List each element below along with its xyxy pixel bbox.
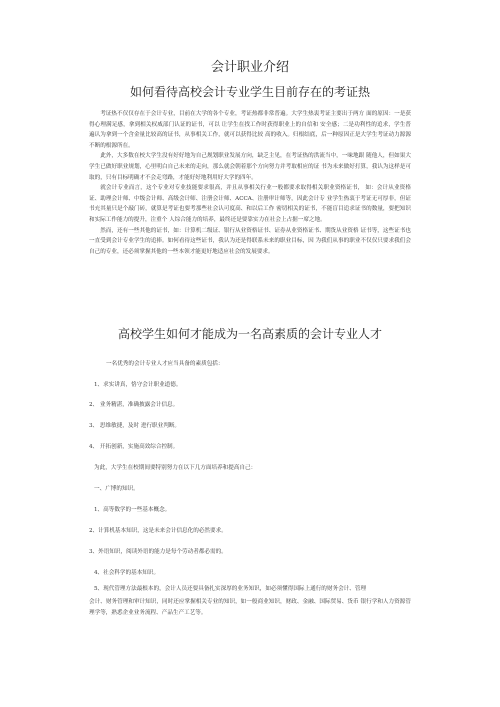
closing-paragraph: 会计、财务管理和审计知识，同时还应掌握相关专业的知识，如一般商业知识，财政、金融、国际贸易、货币 银行学和人力资源管理学等，熟悉企业业务流程、产品生产工艺等。 [89, 599, 411, 616]
paragraph: 然而，还有一些其他的证书，如：计算机二级证、银行从业资格证书、证券从业资格证书、期货从业资格 证书等，这些证书也一直受到会计专业学生的追捧。如何看待这些证书，我认为还是得联系未来的职业目标，因 为我们从事的职业不仅仅只要求我们会自己的专业，还必须掌握其他的一些本领才能更好地适应社会的发展要求。 [89, 227, 411, 255]
section-2-title: 高校学生如何才能成为一名高素质的会计专业人才 [117, 327, 382, 341]
document-title: 会计职业介绍 [210, 60, 289, 75]
area-item: 5、现代管理方法最根本的，会计人员还要具备扎实深厚的业务知识，如必须懂得国际上通行的财务会计、管理 [94, 586, 367, 592]
section-1-body [89, 109, 411, 257]
paragraph: 就会计专业而言，这个专业对专业技能要求很高，并且从事相关行业一般都要求取得相关职业资格证书， 如：会计从业资格证、助理会计师、中级会计师、高级会计师、注册会计师、ACCA、注册审计师等，因此会计专 业学生热衷于考证无可厚非，但证书充其量只是个敲门砖，就算是考证也要考那些社会认可度高、和以后工作 密切相关的证书，不能盲目追求证书的数量，要把知识 和实际工作能力的提升，注重个 人综合能力的培养，最终还是要靠实力在社会上占据一席之地。 [89, 185, 411, 223]
area-heading: 一、广博的知识。 [94, 486, 139, 492]
section-1-title: 如何看待高校会计专业学生目前存在的考证热 [129, 85, 370, 99]
quality-item: 3、 思维敏捷，及时 进行职业判断。 [89, 423, 181, 429]
quality-item: 2、 业务精湛，准确披露会计信息。 [89, 402, 179, 408]
paragraph: 考证热不仅仅存在于会计专业，目前在大学的各个专业，考证热都非常普遍。大学生热衷考证主要出于两方 面的原因：一是获得心理满足感，拿到相关权威部门认证的证书，可以 让学生在找工作时获得职业上的自信和 安全感；二是功利性的追求，学生普遍认为拿到一个含金量比较高的证书，从事相关工作，就可以获得比较 高的收入。归根结底，后一种原因正是大学生考证动力源源不断的根源所在。 [89, 111, 411, 149]
quality-item: 4、 开拓创新，实施高效综合控制。 [89, 444, 179, 450]
quality-item: 1、求实讲真，恪守会计职业道德。 [94, 382, 182, 388]
area-item: 4、社会科学的基本知识。 [94, 570, 160, 576]
area-item: 3、外语知识，阅读外语的能力是每个劳动者都必需的。 [89, 549, 227, 555]
paragraph: 此外，大多数在校大学生没有好好地为自己规划职业发展方向，缺乏主见，在考证热的洪流当中，一味地跟 随他人，但如果大学生已做好职业规划，心里明白自己未来的走向，那么就会朝着那个方向努力并考取相应的证 书为未来做好打算，我认为这样是可取的，只有目标明确才不会走弯路，才能好好地利用好大学的四年。 [89, 153, 411, 181]
area-item: 2、计算机基本知识，这是未来会计信息化的必然要求。 [89, 528, 227, 534]
qualities-intro: 一名优秀的会计专业人才应当具备的素质包括： [106, 361, 224, 367]
training-lead: 为此，大学生在校期间要特别努力在以下几方面培养和提高自己： [94, 465, 257, 471]
area-item: 1、高等数学的一些基本概念。 [94, 507, 171, 513]
